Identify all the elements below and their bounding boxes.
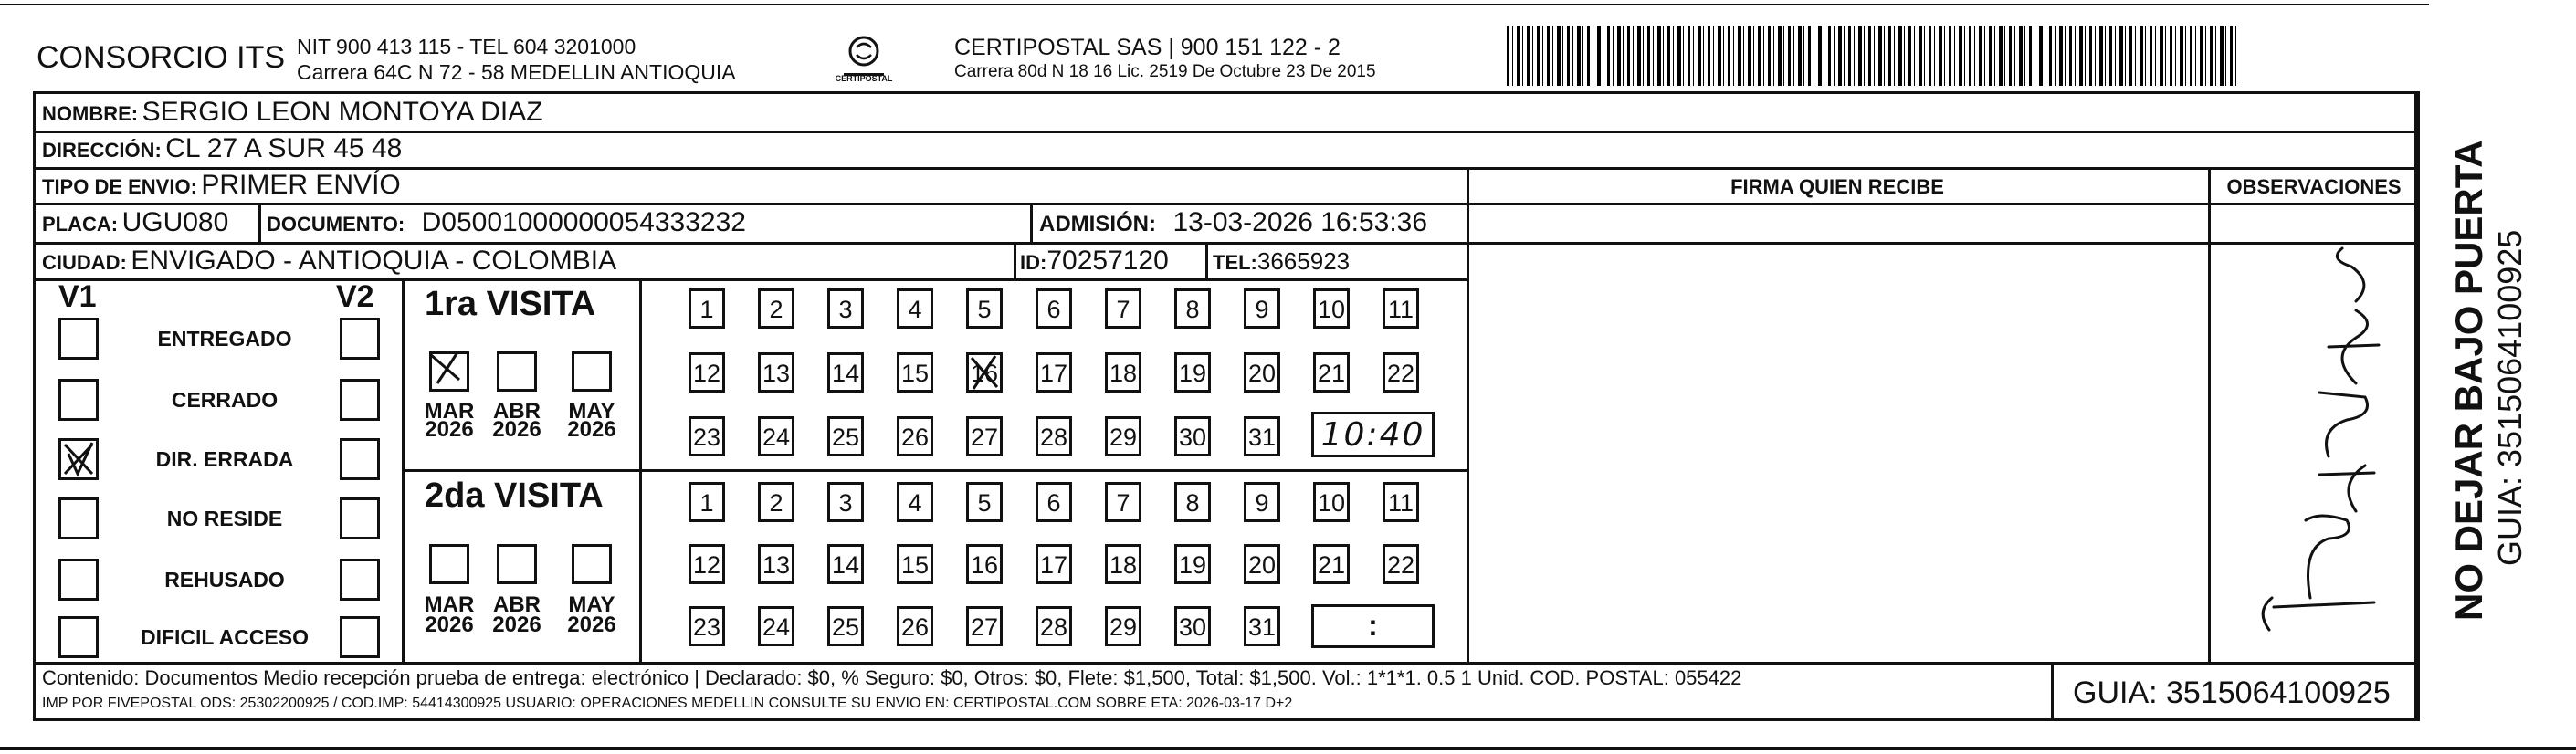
day-number: 23 [692, 613, 721, 641]
ciudad-value: ENVIGADO - ANTIOQUIA - COLOMBIA [131, 246, 617, 276]
day-number: 12 [692, 360, 721, 387]
day-number: 30 [1178, 613, 1207, 641]
observaciones-header: OBSERVACIONES [2226, 175, 2402, 198]
v1-checkbox[interactable] [58, 379, 99, 421]
day-box[interactable] [897, 416, 933, 456]
day-number: 2 [769, 489, 783, 517]
day-box[interactable] [758, 544, 794, 584]
day-number: 28 [1039, 613, 1068, 641]
month-label: MAR [424, 399, 475, 424]
v2-checkbox[interactable] [340, 497, 380, 539]
day-box[interactable] [1105, 352, 1141, 393]
day-box[interactable] [1244, 606, 1280, 646]
day-box[interactable] [1036, 352, 1072, 393]
day-box[interactable] [1105, 416, 1141, 456]
admision-value: 13-03-2026 16:53:36 [1172, 207, 1428, 237]
month-checkbox[interactable] [572, 544, 612, 584]
day-number: 18 [1109, 360, 1138, 387]
day-box[interactable] [827, 288, 864, 329]
carrier-name: CERTIPOSTAL SAS | 900 151 122 - 2 [954, 35, 1341, 60]
v1-checkbox[interactable] [58, 616, 99, 658]
day-box[interactable] [1105, 606, 1141, 646]
day-number: 14 [831, 551, 860, 579]
day-box[interactable] [1383, 482, 1419, 522]
bottom-border [0, 747, 2576, 750]
day-box[interactable] [1244, 352, 1280, 393]
year-label: 2026 [492, 613, 541, 637]
id-value: 70257120 [1046, 246, 1169, 276]
company-nit: NIT 900 413 115 - TEL 604 3201000 [297, 35, 636, 58]
col-divider [2051, 662, 2054, 721]
nombre-value: SERGIO LEON MONTOYA DIAZ [142, 97, 543, 127]
day-number: 17 [1039, 551, 1068, 579]
day-box[interactable] [689, 288, 725, 329]
day-box[interactable] [1244, 288, 1280, 329]
day-box[interactable] [1174, 288, 1211, 329]
tipo-value: PRIMER ENVÍO [201, 170, 401, 200]
day-box[interactable] [827, 416, 864, 456]
day-number: 20 [1247, 551, 1277, 579]
id-label: ID: [1020, 251, 1047, 274]
day-number: 23 [692, 424, 721, 451]
ciudad-cell [42, 246, 616, 277]
col-divider [1467, 167, 1469, 662]
year-label: 2026 [425, 417, 474, 442]
day-box[interactable] [758, 352, 794, 393]
day-box[interactable] [827, 482, 864, 522]
day-number: 17 [1039, 360, 1068, 387]
certipostal-logo [835, 33, 893, 86]
day-number: 29 [1109, 424, 1138, 451]
second-visit-time: : [1368, 609, 1378, 642]
day-number: 16 [970, 551, 999, 579]
day-number: 15 [900, 360, 930, 387]
day-box[interactable] [897, 606, 933, 646]
day-box[interactable] [689, 416, 725, 456]
day-number: 19 [1178, 551, 1207, 579]
id-cell [1020, 246, 1169, 277]
day-box-checked[interactable] [966, 352, 1003, 393]
day-number: 31 [1247, 613, 1277, 641]
documento-value: D05001000000054333232 [421, 207, 746, 237]
day-number: 18 [1109, 551, 1138, 579]
day-number: 21 [1317, 551, 1346, 579]
year-label: 2026 [425, 613, 474, 637]
day-number: 28 [1039, 424, 1068, 451]
nombre-label: NOMBRE: [42, 102, 139, 125]
company-address: Carrera 64C N 72 - 58 MEDELLIN ANTIOQUIA [297, 60, 736, 84]
day-number: 25 [831, 613, 860, 641]
v1-label: V1 [58, 279, 97, 314]
month-checkbox[interactable] [497, 351, 537, 392]
day-box[interactable] [1244, 544, 1280, 584]
row-divider [33, 242, 2417, 245]
year-label: 2026 [567, 417, 616, 442]
day-number: 8 [1185, 489, 1200, 517]
day-number: 15 [900, 551, 930, 579]
day-box[interactable] [966, 482, 1003, 522]
day-box[interactable] [758, 482, 794, 522]
day-number: 26 [900, 613, 930, 641]
day-box[interactable] [1174, 416, 1211, 456]
day-box[interactable] [966, 416, 1003, 456]
tipo-label: TIPO DE ENVIO: [42, 175, 197, 198]
month-checkbox[interactable] [429, 544, 469, 584]
ciudad-label: CIUDAD: [42, 251, 127, 274]
day-box[interactable] [966, 544, 1003, 584]
v2-checkbox[interactable] [340, 318, 380, 360]
day-box[interactable] [1383, 544, 1419, 584]
direccion-label: DIRECCIÓN: [42, 139, 162, 162]
day-box[interactable] [1313, 544, 1350, 584]
col-divider [1205, 242, 1208, 278]
day-box[interactable] [1036, 416, 1072, 456]
col-divider [258, 203, 261, 242]
tel-cell [1213, 247, 1350, 276]
day-box[interactable] [1313, 482, 1350, 522]
row-divider [33, 203, 2417, 205]
day-box[interactable] [897, 288, 933, 329]
day-box[interactable] [689, 606, 725, 646]
day-box[interactable] [1105, 482, 1141, 522]
tipo-row [42, 170, 401, 201]
check-mark-icon [966, 352, 1003, 393]
col-divider [1030, 203, 1033, 242]
placa-value: UGU080 [121, 207, 229, 237]
day-box[interactable] [1036, 544, 1072, 584]
day-box[interactable] [897, 352, 933, 393]
day-box[interactable] [689, 544, 725, 584]
day-number: 4 [908, 296, 922, 323]
day-number: 31 [1247, 424, 1277, 451]
top-border [0, 4, 2429, 5]
day-box[interactable] [758, 288, 794, 329]
visit-divider [402, 469, 1467, 472]
handwritten-signature [2219, 246, 2411, 648]
day-number: 9 [1255, 296, 1269, 323]
day-number: 13 [762, 360, 791, 387]
col-divider [1014, 242, 1016, 278]
footer-content-line: Contenido: Documentos Medio recepción prueba de entrega: electrónico | Declarado: $0, % Seguro: $0, Otros: $0, Flete: $1,500, Total: $1,500. Vol.: 1*1*1. 0.5 1 Unid. COD. POSTAL: 055422 [42, 666, 1742, 689]
day-box[interactable] [1383, 352, 1419, 393]
v1-checkbox[interactable] [58, 318, 99, 360]
placa-cell [42, 207, 228, 238]
month-label: ABR [493, 592, 541, 617]
day-number: 1 [699, 296, 714, 323]
v2-label: V2 [336, 279, 374, 314]
month-label: MAY [568, 592, 615, 617]
status-label: DIFICIL ACCESO [140, 625, 309, 649]
day-number: 27 [970, 613, 999, 641]
status-label: CERRADO [171, 388, 279, 412]
day-number: 24 [762, 424, 791, 451]
day-number: 14 [831, 360, 860, 387]
day-number: 8 [1185, 296, 1200, 323]
day-box[interactable] [689, 482, 725, 522]
day-box[interactable] [897, 544, 933, 584]
direccion-row [42, 133, 402, 164]
second-visit-time-box[interactable] [1311, 604, 1435, 648]
month-checkbox-checked[interactable] [429, 351, 469, 392]
tel-label: TEL: [1213, 251, 1257, 274]
side-warning: NO DEJAR BAJO PUERTA [2447, 140, 2490, 621]
status-label: REHUSADO [164, 568, 285, 592]
status-label: NO RESIDE [166, 507, 283, 530]
day-box[interactable] [1036, 606, 1072, 646]
placa-label: PLACA: [42, 213, 119, 236]
day-box[interactable] [1174, 606, 1211, 646]
admision-label: ADMISIÓN: [1039, 212, 1156, 236]
day-box[interactable] [1313, 288, 1350, 329]
documento-cell [267, 207, 746, 238]
month-label: MAY [568, 399, 615, 424]
company-name: CONSORCIO ITS [37, 40, 286, 75]
v2-checkbox[interactable] [340, 616, 380, 658]
day-number: 29 [1109, 613, 1138, 641]
day-number: 9 [1255, 489, 1269, 517]
day-box[interactable] [1036, 288, 1072, 329]
day-number: 3 [838, 296, 853, 323]
first-visit-title: 1ra VISITA [425, 285, 596, 323]
day-number: 30 [1178, 424, 1207, 451]
day-box[interactable] [1244, 416, 1280, 456]
day-box[interactable] [758, 606, 794, 646]
day-number: 21 [1317, 360, 1346, 387]
col-divider [2417, 91, 2420, 721]
col-divider [639, 278, 642, 662]
day-number: 25 [831, 424, 860, 451]
footer-imp-line: IMP POR FIVEPOSTAL ODS: 25302200925 / COD.IMP: 54414300925 USUARIO: OPERACIONES MEDELLIN CONSULTE SU ENVIO EN: CERTIPOSTAL.COM SOBRE ETA: 2026-03-17 D+2 [42, 696, 1293, 711]
day-box[interactable] [827, 606, 864, 646]
year-label: 2026 [492, 417, 541, 442]
day-number: 11 [1387, 296, 1414, 323]
side-guia: GUIA: 3515064100925 [2491, 229, 2529, 566]
day-number: 6 [1046, 489, 1061, 517]
day-number: 12 [692, 551, 721, 579]
day-box[interactable] [1174, 544, 1211, 584]
day-box[interactable] [1174, 352, 1211, 393]
first-visit-time: 10:40 [1320, 416, 1425, 454]
day-number: 20 [1247, 360, 1277, 387]
day-number: 22 [1386, 551, 1415, 579]
day-number: 27 [970, 424, 999, 451]
day-number: 6 [1046, 296, 1061, 323]
v1-checkbox-checked[interactable] [58, 438, 99, 480]
barcode [1507, 26, 2239, 86]
day-box[interactable] [897, 482, 933, 522]
row-divider [33, 278, 1467, 281]
day-box[interactable] [827, 544, 864, 584]
day-number: 16 [970, 360, 999, 387]
admision-cell [1039, 207, 1427, 238]
day-number: 10 [1317, 489, 1346, 517]
day-number: 22 [1386, 360, 1415, 387]
day-box[interactable] [1036, 482, 1072, 522]
logo-text: CERTIPOSTAL [835, 74, 893, 83]
month-checkbox[interactable] [497, 544, 537, 584]
day-box[interactable] [689, 352, 725, 393]
day-number: 4 [908, 489, 922, 517]
day-number: 7 [1116, 296, 1130, 323]
month-label: MAR [424, 592, 475, 617]
day-box[interactable] [1105, 544, 1141, 584]
documento-label: DOCUMENTO: [267, 213, 405, 236]
nombre-row [42, 97, 543, 128]
carrier-address: Carrera 80d N 18 16 Lic. 2519 De Octubre 23 De 2015 [954, 62, 1376, 81]
day-box[interactable] [758, 416, 794, 456]
day-number: 2 [769, 296, 783, 323]
day-number: 26 [900, 424, 930, 451]
day-number: 13 [762, 551, 791, 579]
day-number: 11 [1387, 489, 1414, 517]
day-box[interactable] [1174, 482, 1211, 522]
col-divider [402, 278, 405, 662]
status-label: DIR. ERRADA [155, 447, 294, 471]
firma-header: FIRMA QUIEN RECIBE [1730, 175, 1944, 198]
day-number: 24 [762, 613, 791, 641]
day-number: 5 [977, 296, 992, 323]
day-box[interactable] [1313, 352, 1350, 393]
month-label: ABR [493, 399, 541, 424]
day-box[interactable] [966, 288, 1003, 329]
day-box[interactable] [966, 606, 1003, 646]
v2-checkbox[interactable] [340, 379, 380, 421]
v2-checkbox[interactable] [340, 438, 380, 480]
day-number: 5 [977, 489, 992, 517]
v1-checkbox[interactable] [58, 497, 99, 539]
day-number: 19 [1178, 360, 1207, 387]
v1-checkbox[interactable] [58, 559, 99, 601]
day-box[interactable] [1105, 288, 1141, 329]
day-number: 3 [838, 489, 853, 517]
footer-guia: GUIA: 3515064100925 [2073, 675, 2391, 710]
day-box[interactable] [1244, 482, 1280, 522]
col-divider [2208, 167, 2211, 662]
day-box[interactable] [827, 352, 864, 393]
status-label: ENTREGADO [157, 327, 292, 351]
tel-value: 3665923 [1256, 247, 1351, 275]
year-label: 2026 [567, 613, 616, 637]
direccion-value: CL 27 A SUR 45 48 [165, 133, 403, 163]
day-box[interactable] [1383, 288, 1419, 329]
day-number: 10 [1317, 296, 1346, 323]
v2-checkbox[interactable] [340, 559, 380, 601]
first-visit-time-box[interactable] [1311, 412, 1435, 457]
day-number: 1 [699, 489, 714, 517]
day-number: 7 [1116, 489, 1130, 517]
month-checkbox[interactable] [572, 351, 612, 392]
second-visit-title: 2da VISITA [425, 476, 604, 515]
footer-divider [33, 662, 2417, 665]
